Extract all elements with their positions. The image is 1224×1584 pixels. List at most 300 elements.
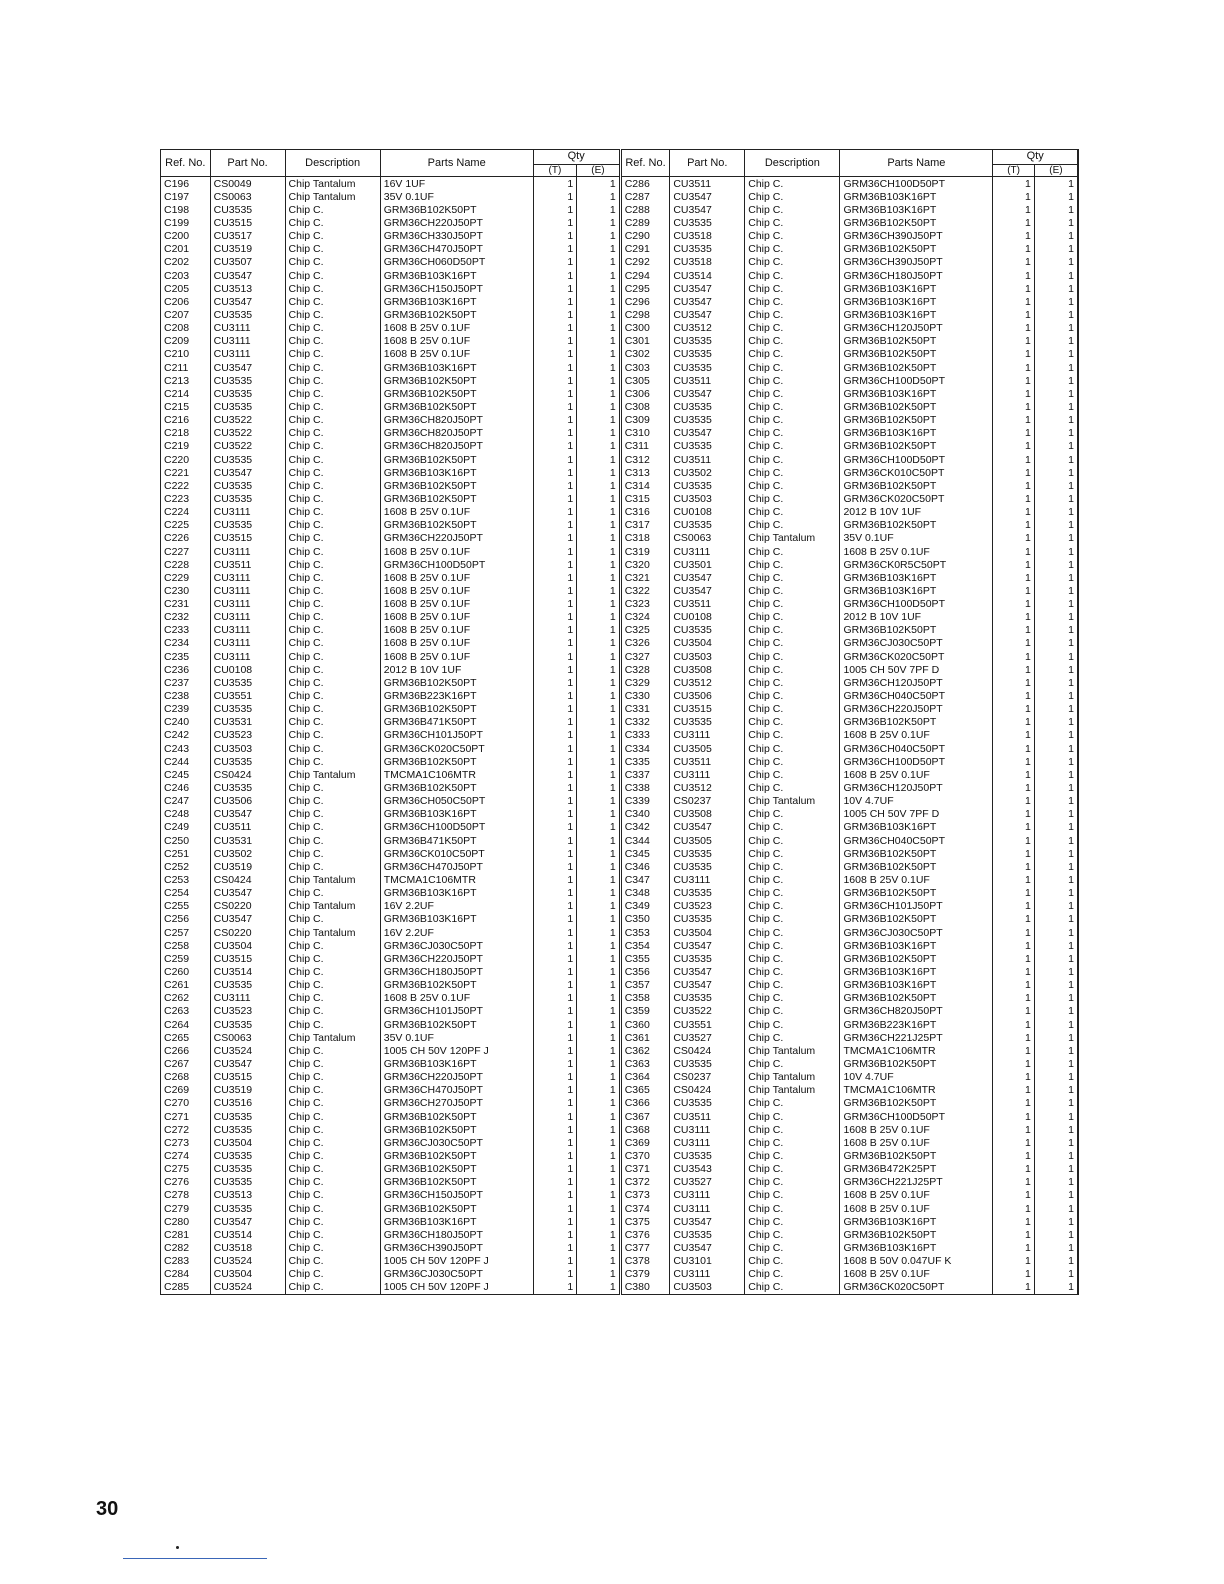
description-cell-right: Chip C. xyxy=(745,1097,840,1110)
qty-t-cell: 1 xyxy=(533,335,577,348)
parts-name-cell-right: 10V 4.7UF xyxy=(840,1071,993,1084)
description-cell: Chip C. xyxy=(285,453,380,466)
part-no-cell-right: CU3512 xyxy=(670,781,745,794)
description-cell: Chip C. xyxy=(285,1149,380,1162)
table-row xyxy=(161,926,1079,939)
qty-t-cell-right: 1 xyxy=(993,348,1035,361)
part-no-cell-right: CU3547 xyxy=(670,571,745,584)
qty-e-cell-right: 1 xyxy=(1034,453,1078,466)
description-cell-right: Chip C. xyxy=(745,847,840,860)
description-cell: Chip C. xyxy=(285,400,380,413)
part-no-cell-right: CU3511 xyxy=(670,598,745,611)
part-no-cell-right: CU0108 xyxy=(670,611,745,624)
table-row xyxy=(161,887,1079,900)
qty-e-cell-right: 1 xyxy=(1034,1163,1078,1176)
qty-t-cell: 1 xyxy=(533,558,577,571)
table-row xyxy=(161,860,1079,873)
table-row xyxy=(161,1123,1079,1136)
table-row xyxy=(161,979,1079,992)
description-cell-right: Chip C. xyxy=(745,571,840,584)
qty-e-cell: 1 xyxy=(577,1281,621,1295)
parts-name-cell: GRM36CH220J50PT xyxy=(380,216,533,229)
qty-t-cell: 1 xyxy=(533,322,577,335)
parts-name-cell-right: GRM36B103K16PT xyxy=(840,387,993,400)
header-qty-t-right: (T) xyxy=(993,164,1035,176)
qty-t-cell: 1 xyxy=(533,479,577,492)
qty-e-cell-right: 1 xyxy=(1034,532,1078,545)
ref-no-cell-right: C287 xyxy=(620,190,670,203)
ref-no-cell: C208 xyxy=(161,322,211,335)
parts-name-cell-right: GRM36B103K16PT xyxy=(840,571,993,584)
table-row xyxy=(161,440,1079,453)
description-cell: Chip C. xyxy=(285,308,380,321)
part-no-cell: CU3535 xyxy=(210,1110,285,1123)
part-no-cell: CU3519 xyxy=(210,243,285,256)
part-no-cell: CU3535 xyxy=(210,1123,285,1136)
table-row xyxy=(161,453,1079,466)
qty-t-cell: 1 xyxy=(533,308,577,321)
ref-no-cell: C275 xyxy=(161,1163,211,1176)
table-row xyxy=(161,1018,1079,1031)
table-row xyxy=(161,1268,1079,1281)
description-cell: Chip C. xyxy=(285,795,380,808)
part-no-cell-right: CU3535 xyxy=(670,860,745,873)
qty-t-cell: 1 xyxy=(533,216,577,229)
part-no-cell: CU3535 xyxy=(210,374,285,387)
ref-no-cell: C250 xyxy=(161,834,211,847)
table-row xyxy=(161,190,1079,203)
qty-t-cell-right: 1 xyxy=(993,992,1035,1005)
qty-e-cell: 1 xyxy=(577,1097,621,1110)
ref-no-cell: C248 xyxy=(161,808,211,821)
parts-name-cell-right: TMCMA1C106MTR xyxy=(840,1044,993,1057)
description-cell: Chip C. xyxy=(285,834,380,847)
description-cell: Chip Tantalum xyxy=(285,1031,380,1044)
table-row xyxy=(161,663,1079,676)
table-row xyxy=(161,374,1079,387)
part-no-cell-right: CU3504 xyxy=(670,637,745,650)
qty-e-cell: 1 xyxy=(577,808,621,821)
description-cell-right: Chip C. xyxy=(745,900,840,913)
qty-e-cell-right: 1 xyxy=(1034,427,1078,440)
table-row xyxy=(161,939,1079,952)
description-cell-right: Chip C. xyxy=(745,808,840,821)
ref-no-cell: C279 xyxy=(161,1202,211,1215)
description-cell-right: Chip C. xyxy=(745,203,840,216)
description-cell-right: Chip C. xyxy=(745,374,840,387)
qty-e-cell-right: 1 xyxy=(1034,558,1078,571)
description-cell: Chip C. xyxy=(285,532,380,545)
ref-no-cell-right: C346 xyxy=(620,860,670,873)
table-row xyxy=(161,479,1079,492)
qty-e-cell-right: 1 xyxy=(1034,703,1078,716)
ref-no-cell-right: C303 xyxy=(620,361,670,374)
part-no-cell: CS0049 xyxy=(210,177,285,191)
qty-e-cell-right: 1 xyxy=(1034,755,1078,768)
description-cell-right: Chip C. xyxy=(745,781,840,794)
qty-e-cell-right: 1 xyxy=(1034,716,1078,729)
qty-e-cell: 1 xyxy=(577,453,621,466)
part-no-cell: CU3111 xyxy=(210,322,285,335)
parts-name-cell-right: 1005 CH 50V 7PF D xyxy=(840,808,993,821)
qty-e-cell-right: 1 xyxy=(1034,203,1078,216)
qty-e-cell: 1 xyxy=(577,230,621,243)
description-cell-right: Chip Tantalum xyxy=(745,532,840,545)
parts-name-cell: 1608 B 25V 0.1UF xyxy=(380,598,533,611)
parts-name-cell: GRM36CH470J50PT xyxy=(380,243,533,256)
ref-no-cell-right: C332 xyxy=(620,716,670,729)
qty-e-cell-right: 1 xyxy=(1034,230,1078,243)
description-cell-right: Chip C. xyxy=(745,611,840,624)
ref-no-cell: C263 xyxy=(161,1005,211,1018)
qty-e-cell-right: 1 xyxy=(1034,1136,1078,1149)
ref-no-cell: C238 xyxy=(161,689,211,702)
table-row xyxy=(161,1057,1079,1070)
part-no-cell: CU3503 xyxy=(210,742,285,755)
qty-e-cell: 1 xyxy=(577,834,621,847)
ref-no-cell: C198 xyxy=(161,203,211,216)
part-no-cell-right: CU3503 xyxy=(670,492,745,505)
qty-t-cell-right: 1 xyxy=(993,1071,1035,1084)
description-cell-right: Chip C. xyxy=(745,676,840,689)
qty-t-cell: 1 xyxy=(533,1241,577,1254)
qty-t-cell: 1 xyxy=(533,1136,577,1149)
part-no-cell: CU3535 xyxy=(210,755,285,768)
ref-no-cell: C237 xyxy=(161,676,211,689)
qty-t-cell: 1 xyxy=(533,598,577,611)
parts-name-cell: GRM36B102K50PT xyxy=(380,1163,533,1176)
qty-e-cell: 1 xyxy=(577,440,621,453)
table-row xyxy=(161,795,1079,808)
header-qty-e: (E) xyxy=(577,164,621,176)
description-cell: Chip C. xyxy=(285,216,380,229)
description-cell: Chip C. xyxy=(285,1018,380,1031)
description-cell: Chip C. xyxy=(285,598,380,611)
parts-name-cell-right: GRM36B103K16PT xyxy=(840,939,993,952)
description-cell: Chip C. xyxy=(285,663,380,676)
qty-e-cell-right: 1 xyxy=(1034,598,1078,611)
qty-t-cell-right: 1 xyxy=(993,808,1035,821)
table-row xyxy=(161,243,1079,256)
parts-name-cell-right: GRM36B103K16PT xyxy=(840,821,993,834)
description-cell: Chip C. xyxy=(285,256,380,269)
table-row xyxy=(161,1163,1079,1176)
part-no-cell-right: CU3527 xyxy=(670,1031,745,1044)
parts-name-cell: GRM36CH060D50PT xyxy=(380,256,533,269)
ref-no-cell: C284 xyxy=(161,1268,211,1281)
parts-name-cell-right: GRM36CH221J25PT xyxy=(840,1031,993,1044)
description-cell: Chip Tantalum xyxy=(285,873,380,886)
ref-no-cell-right: C325 xyxy=(620,624,670,637)
parts-name-cell: GRM36B102K50PT xyxy=(380,492,533,505)
qty-t-cell-right: 1 xyxy=(993,703,1035,716)
qty-t-cell: 1 xyxy=(533,939,577,952)
part-no-cell: CU3507 xyxy=(210,256,285,269)
qty-t-cell-right: 1 xyxy=(993,361,1035,374)
ref-no-cell: C270 xyxy=(161,1097,211,1110)
qty-t-cell-right: 1 xyxy=(993,269,1035,282)
qty-e-cell-right: 1 xyxy=(1034,584,1078,597)
part-no-cell: CU3535 xyxy=(210,979,285,992)
description-cell: Chip C. xyxy=(285,243,380,256)
parts-name-cell-right: GRM36CH100D50PT xyxy=(840,1110,993,1123)
ref-no-cell-right: C338 xyxy=(620,781,670,794)
part-no-cell: CU0108 xyxy=(210,663,285,676)
table-row xyxy=(161,414,1079,427)
qty-t-cell: 1 xyxy=(533,1097,577,1110)
qty-e-cell: 1 xyxy=(577,584,621,597)
ref-no-cell: C246 xyxy=(161,781,211,794)
parts-name-cell-right: GRM36CK010C50PT xyxy=(840,466,993,479)
qty-e-cell-right: 1 xyxy=(1034,834,1078,847)
qty-e-cell-right: 1 xyxy=(1034,414,1078,427)
qty-e-cell-right: 1 xyxy=(1034,1268,1078,1281)
parts-name-cell: GRM36CJ030C50PT xyxy=(380,1136,533,1149)
description-cell-right: Chip C. xyxy=(745,1149,840,1162)
description-cell-right: Chip C. xyxy=(745,979,840,992)
part-no-cell: CS0424 xyxy=(210,873,285,886)
ref-no-cell-right: C347 xyxy=(620,873,670,886)
ref-no-cell-right: C318 xyxy=(620,532,670,545)
qty-t-cell: 1 xyxy=(533,230,577,243)
parts-name-cell: 16V 1UF xyxy=(380,177,533,191)
qty-e-cell: 1 xyxy=(577,1149,621,1162)
qty-t-cell-right: 1 xyxy=(993,742,1035,755)
part-no-cell-right: CU3111 xyxy=(670,873,745,886)
parts-name-cell-right: GRM36B102K50PT xyxy=(840,887,993,900)
table-row xyxy=(161,729,1079,742)
description-cell-right: Chip C. xyxy=(745,361,840,374)
table-row xyxy=(161,821,1079,834)
ref-no-cell: C225 xyxy=(161,519,211,532)
description-cell: Chip C. xyxy=(285,269,380,282)
part-no-cell-right: CU3111 xyxy=(670,545,745,558)
description-cell: Chip C. xyxy=(285,611,380,624)
qty-e-cell: 1 xyxy=(577,374,621,387)
qty-t-cell: 1 xyxy=(533,519,577,532)
qty-e-cell-right: 1 xyxy=(1034,650,1078,663)
description-cell-right: Chip C. xyxy=(745,873,840,886)
parts-name-cell: 1608 B 25V 0.1UF xyxy=(380,650,533,663)
parts-name-cell: GRM36B102K50PT xyxy=(380,1149,533,1162)
description-cell: Chip C. xyxy=(285,322,380,335)
description-cell: Chip C. xyxy=(285,1241,380,1254)
parts-name-cell-right: 1608 B 25V 0.1UF xyxy=(840,1202,993,1215)
qty-e-cell: 1 xyxy=(577,387,621,400)
part-no-cell-right: CU3547 xyxy=(670,427,745,440)
qty-e-cell-right: 1 xyxy=(1034,1031,1078,1044)
parts-name-cell-right: GRM36CH100D50PT xyxy=(840,374,993,387)
parts-name-cell: 1005 CH 50V 120PF J xyxy=(380,1044,533,1057)
qty-t-cell: 1 xyxy=(533,1031,577,1044)
ref-no-cell-right: C308 xyxy=(620,400,670,413)
parts-name-cell-right: GRM36B103K16PT xyxy=(840,1241,993,1254)
table-row xyxy=(161,269,1079,282)
qty-t-cell-right: 1 xyxy=(993,1044,1035,1057)
qty-t-cell-right: 1 xyxy=(993,1176,1035,1189)
parts-name-cell-right: GRM36B102K50PT xyxy=(840,624,993,637)
header-qty-right: Qty xyxy=(993,150,1078,165)
part-no-cell-right: CU3535 xyxy=(670,361,745,374)
part-no-cell: CU3535 xyxy=(210,400,285,413)
parts-name-cell: 1608 B 25V 0.1UF xyxy=(380,992,533,1005)
parts-name-cell-right: GRM36CH221J25PT xyxy=(840,1176,993,1189)
ref-no-cell-right: C363 xyxy=(620,1057,670,1070)
table-row xyxy=(161,1110,1079,1123)
ref-no-cell-right: C289 xyxy=(620,216,670,229)
parts-name-cell: GRM36CH220J50PT xyxy=(380,532,533,545)
ref-no-cell: C224 xyxy=(161,506,211,519)
qty-e-cell-right: 1 xyxy=(1034,992,1078,1005)
qty-t-cell: 1 xyxy=(533,177,577,191)
description-cell-right: Chip Tantalum xyxy=(745,1071,840,1084)
table-row xyxy=(161,1031,1079,1044)
qty-t-cell-right: 1 xyxy=(993,598,1035,611)
part-no-cell: CU3547 xyxy=(210,466,285,479)
part-no-cell: CU3515 xyxy=(210,532,285,545)
description-cell: Chip C. xyxy=(285,1071,380,1084)
ref-no-cell-right: C305 xyxy=(620,374,670,387)
parts-name-cell: 1608 B 25V 0.1UF xyxy=(380,545,533,558)
ref-no-cell: C256 xyxy=(161,913,211,926)
parts-name-cell-right: GRM36CH040C50PT xyxy=(840,834,993,847)
description-cell: Chip C. xyxy=(285,808,380,821)
parts-name-cell-right: GRM36B103K16PT xyxy=(840,190,993,203)
ref-no-cell: C226 xyxy=(161,532,211,545)
qty-e-cell-right: 1 xyxy=(1034,808,1078,821)
description-cell: Chip C. xyxy=(285,203,380,216)
parts-name-cell: 2012 B 10V 1UF xyxy=(380,663,533,676)
table-row xyxy=(161,781,1079,794)
qty-e-cell: 1 xyxy=(577,598,621,611)
part-no-cell: CU3519 xyxy=(210,860,285,873)
qty-e-cell: 1 xyxy=(577,269,621,282)
description-cell-right: Chip C. xyxy=(745,308,840,321)
qty-e-cell-right: 1 xyxy=(1034,676,1078,689)
ref-no-cell: C199 xyxy=(161,216,211,229)
table-row xyxy=(161,1097,1079,1110)
description-cell-right: Chip C. xyxy=(745,703,840,716)
description-cell-right: Chip C. xyxy=(745,755,840,768)
qty-t-cell-right: 1 xyxy=(993,400,1035,413)
description-cell-right: Chip C. xyxy=(745,860,840,873)
part-no-cell: CU3524 xyxy=(210,1281,285,1295)
qty-t-cell-right: 1 xyxy=(993,676,1035,689)
ref-no-cell: C273 xyxy=(161,1136,211,1149)
ref-no-cell-right: C319 xyxy=(620,545,670,558)
parts-name-cell-right: GRM36CH100D50PT xyxy=(840,177,993,191)
qty-t-cell-right: 1 xyxy=(993,545,1035,558)
part-no-cell: CU3547 xyxy=(210,1057,285,1070)
part-no-cell: CU3511 xyxy=(210,821,285,834)
qty-e-cell: 1 xyxy=(577,689,621,702)
parts-name-cell-right: GRM36CH820J50PT xyxy=(840,1005,993,1018)
ref-no-cell-right: C316 xyxy=(620,506,670,519)
parts-name-cell-right: GRM36B103K16PT xyxy=(840,203,993,216)
qty-t-cell: 1 xyxy=(533,1268,577,1281)
qty-e-cell-right: 1 xyxy=(1034,663,1078,676)
ref-no-cell-right: C326 xyxy=(620,637,670,650)
qty-e-cell: 1 xyxy=(577,847,621,860)
table-row xyxy=(161,913,1079,926)
qty-t-cell-right: 1 xyxy=(993,873,1035,886)
description-cell-right: Chip C. xyxy=(745,1123,840,1136)
qty-e-cell-right: 1 xyxy=(1034,387,1078,400)
parts-name-cell: GRM36B102K50PT xyxy=(380,453,533,466)
qty-e-cell-right: 1 xyxy=(1034,781,1078,794)
qty-t-cell: 1 xyxy=(533,243,577,256)
ref-no-cell: C231 xyxy=(161,598,211,611)
parts-name-cell: GRM36CH101J50PT xyxy=(380,1005,533,1018)
qty-t-cell: 1 xyxy=(533,1202,577,1215)
description-cell: Chip C. xyxy=(285,676,380,689)
part-no-cell-right: CU3508 xyxy=(670,808,745,821)
parts-name-cell-right: 35V 0.1UF xyxy=(840,532,993,545)
description-cell-right: Chip C. xyxy=(745,1005,840,1018)
qty-t-cell: 1 xyxy=(533,1176,577,1189)
qty-e-cell-right: 1 xyxy=(1034,1215,1078,1228)
part-no-cell-right: CU3111 xyxy=(670,729,745,742)
qty-e-cell: 1 xyxy=(577,781,621,794)
parts-name-cell-right: 10V 4.7UF xyxy=(840,795,993,808)
description-cell-right: Chip C. xyxy=(745,624,840,637)
ref-no-cell: C243 xyxy=(161,742,211,755)
ref-no-cell: C232 xyxy=(161,611,211,624)
parts-name-cell: GRM36CH220J50PT xyxy=(380,1071,533,1084)
qty-e-cell: 1 xyxy=(577,860,621,873)
table-row xyxy=(161,427,1079,440)
qty-t-cell-right: 1 xyxy=(993,190,1035,203)
part-no-cell: CU3515 xyxy=(210,1071,285,1084)
parts-name-cell: GRM36B103K16PT xyxy=(380,887,533,900)
ref-no-cell-right: C335 xyxy=(620,755,670,768)
description-cell-right: Chip C. xyxy=(745,282,840,295)
qty-e-cell-right: 1 xyxy=(1034,440,1078,453)
ref-no-cell: C255 xyxy=(161,900,211,913)
ref-no-cell: C282 xyxy=(161,1241,211,1254)
qty-t-cell: 1 xyxy=(533,821,577,834)
qty-t-cell: 1 xyxy=(533,1018,577,1031)
parts-name-cell-right: GRM36B102K50PT xyxy=(840,440,993,453)
parts-name-cell-right: 1608 B 25V 0.1UF xyxy=(840,768,993,781)
description-cell-right: Chip C. xyxy=(745,663,840,676)
parts-name-cell-right: 1608 B 25V 0.1UF xyxy=(840,729,993,742)
ref-no-cell: C245 xyxy=(161,768,211,781)
qty-t-cell-right: 1 xyxy=(993,952,1035,965)
part-no-cell-right: CU3511 xyxy=(670,755,745,768)
qty-e-cell: 1 xyxy=(577,400,621,413)
table-row xyxy=(161,716,1079,729)
part-no-cell-right: CU3515 xyxy=(670,703,745,716)
ref-no-cell: C252 xyxy=(161,860,211,873)
part-no-cell: CU3111 xyxy=(210,506,285,519)
part-no-cell: CU3516 xyxy=(210,1097,285,1110)
ref-no-cell: C202 xyxy=(161,256,211,269)
description-cell-right: Chip C. xyxy=(745,1136,840,1149)
ref-no-cell-right: C355 xyxy=(620,952,670,965)
qty-e-cell-right: 1 xyxy=(1034,308,1078,321)
qty-e-cell: 1 xyxy=(577,1084,621,1097)
qty-e-cell: 1 xyxy=(577,992,621,1005)
description-cell: Chip C. xyxy=(285,979,380,992)
parts-name-cell: GRM36CH180J50PT xyxy=(380,965,533,978)
parts-name-cell-right: GRM36B102K50PT xyxy=(840,1057,993,1070)
description-cell-right: Chip C. xyxy=(745,1281,840,1295)
qty-t-cell-right: 1 xyxy=(993,926,1035,939)
qty-e-cell-right: 1 xyxy=(1034,256,1078,269)
parts-name-cell: TMCMA1C106MTR xyxy=(380,768,533,781)
parts-name-cell: TMCMA1C106MTR xyxy=(380,873,533,886)
